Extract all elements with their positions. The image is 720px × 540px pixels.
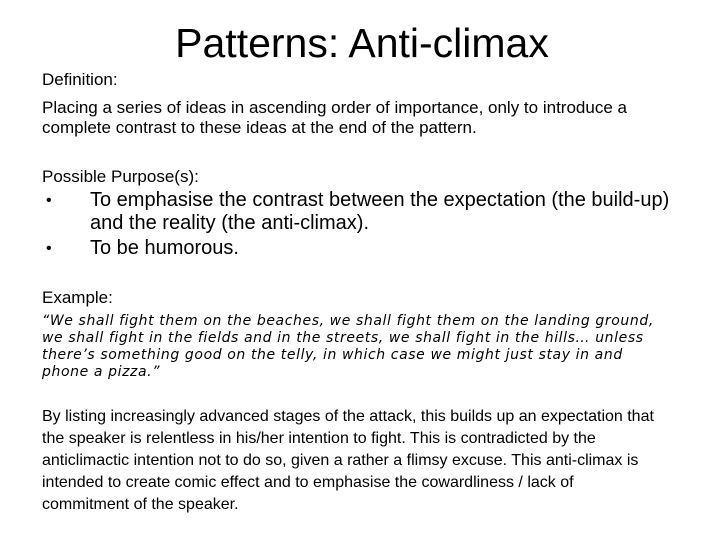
purpose-list: [42, 189, 682, 262]
definition-heading-colon: :: [112, 70, 118, 89]
purpose-heading-label: Possible Purpose(s): [42, 167, 195, 186]
purpose-item-text: To be humorous.: [90, 237, 239, 259]
example-heading: [42, 287, 113, 308]
example-heading-label: Example: [42, 288, 109, 307]
example-heading-colon: :: [108, 288, 113, 307]
bullet-icon: •: [46, 240, 52, 257]
purpose-list-item: [42, 237, 682, 260]
purpose-heading-colon: :: [194, 167, 199, 186]
purpose-heading: [42, 166, 199, 187]
example-quote: “We shall fight them on the beaches, we shall fight them on the landing ground, we shall fight in the fields and in the streets, we shall fight in the hills… unless there’s something good on the telly, in which case we might just stay in and phone a pizza.”: [42, 313, 654, 380]
example-analysis: By listing increasingly advanced stages of the attack, this builds up an expectation that the speaker is relentless in his/her intention to fight. This is contradicted by the anticlimactic intention not to do so, given a rather a flimsy excuse. This anti-climax is intended to create comic effect and to emphasise the cowardliness / lack of commitment of the speaker.: [42, 408, 654, 513]
definition-heading: [42, 69, 118, 90]
definition-text: Placing a series of ideas in ascending order of importance, only to introduce a complete contrast to these ideas at the end of the pattern.: [42, 98, 627, 137]
purpose-item-text: To emphasise the contrast between the expectation (the build-up) and the reality (the anti-climax).: [90, 189, 670, 234]
page-title: Patterns: Anti-climax: [175, 20, 549, 66]
bullet-icon: •: [46, 192, 52, 209]
purpose-list-item: [42, 189, 682, 235]
definition-heading-label: Definition: [42, 70, 113, 89]
